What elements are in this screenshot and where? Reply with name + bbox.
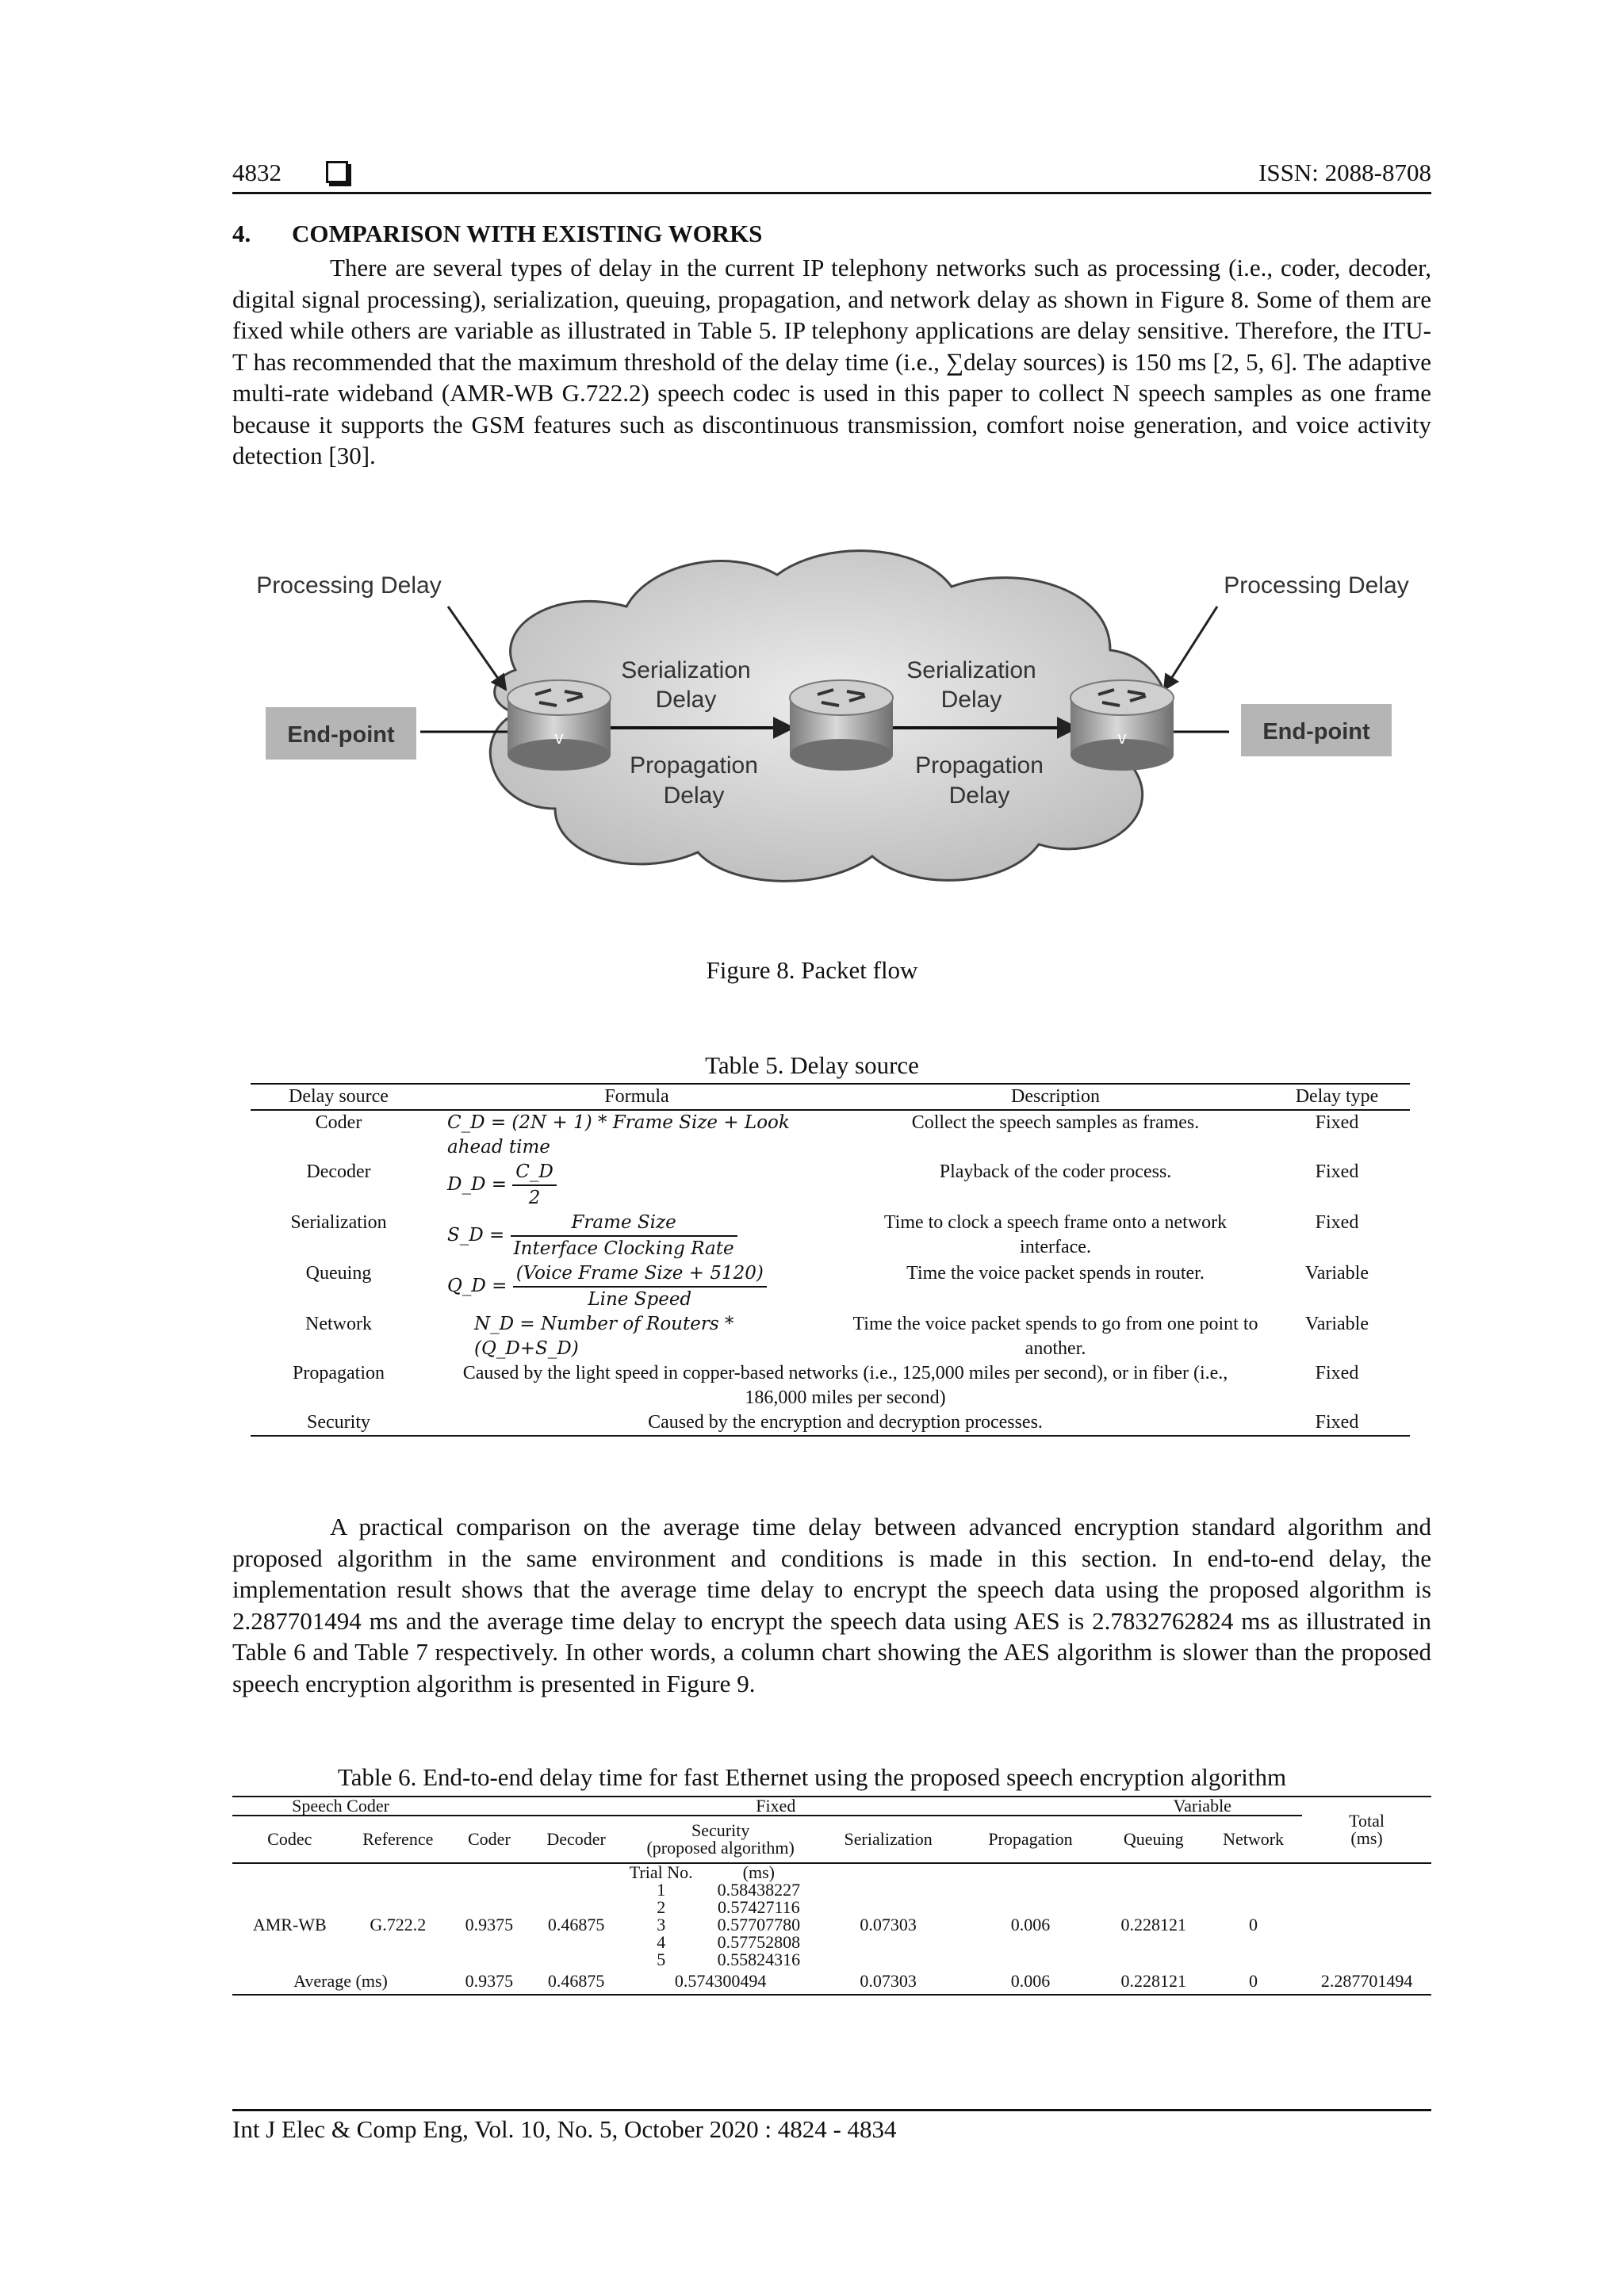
- table-row: [251, 1312, 1410, 1361]
- th-serialization: Serialization: [818, 1816, 959, 1863]
- cell-description: Collect the speech samples as frames.: [911, 1112, 1200, 1133]
- label-propagation-delay-1: Delay: [663, 783, 725, 809]
- th-coder: Coder: [449, 1816, 530, 1863]
- cell-source: Serialization: [290, 1212, 387, 1233]
- th-codec: Codec: [232, 1816, 347, 1863]
- cell-serialization: 0.07303: [860, 1915, 917, 1934]
- running-footer: Int J Elec & Comp Eng, Vol. 10, No. 5, October 2020 : 4824 - 4834: [232, 2115, 897, 2143]
- table-row: [251, 1261, 1410, 1312]
- table5-caption: Table 5. Delay source: [705, 1051, 919, 1079]
- cell-source: Decoder: [306, 1161, 371, 1182]
- issn: ISSN: 2088-8708: [1258, 159, 1431, 186]
- cell-description: Time the voice packet spends in router.: [906, 1263, 1205, 1284]
- cell-type: Variable: [1305, 1263, 1369, 1284]
- cell-average-propagation: 0.006: [958, 1969, 1102, 1995]
- router-icon: [790, 680, 893, 771]
- table-column-header-row: [232, 1816, 1431, 1863]
- cell-trial-ms: 0.57707780: [717, 1915, 801, 1934]
- cell-source: Coder: [315, 1112, 362, 1133]
- router-icon: [508, 680, 611, 771]
- table-row: [232, 1881, 1431, 1899]
- th-network: Network: [1205, 1816, 1302, 1863]
- th-security-sub: (proposed algorithm): [646, 1838, 795, 1858]
- running-header: [232, 151, 1431, 192]
- fraction-denominator: Line Speed: [588, 1289, 692, 1310]
- table-row: [251, 1110, 1410, 1160]
- table-end-to-end-delay: [232, 1796, 1431, 1996]
- cell-merged-description: Caused by the light speed in copper-based networks (i.e., 125,000 miles per second), or in fiber (i.e., 186,000 miles per second): [462, 1363, 1228, 1408]
- cell-trial-no: 5: [657, 1950, 666, 1969]
- cell-formula: [427, 1160, 847, 1211]
- cell-reference: G.722.2: [370, 1915, 427, 1934]
- svg-text:v: v: [554, 728, 564, 748]
- cell-type: Fixed: [1264, 1410, 1410, 1436]
- th-variable: Variable: [1103, 1797, 1303, 1816]
- header-rule: [232, 192, 1431, 194]
- th-trial-no: Trial No.: [629, 1862, 693, 1882]
- cell-network: 0: [1249, 1915, 1258, 1934]
- cell-type: Variable: [1305, 1314, 1369, 1334]
- cell-merged-description: Caused by the encryption and decryption processes.: [427, 1410, 1264, 1436]
- th-total-unit: (ms): [1350, 1828, 1383, 1848]
- cell-average-security: 0.574300494: [623, 1969, 818, 1995]
- table-header-row: [251, 1084, 1410, 1110]
- fraction-numerator: C_D: [512, 1160, 557, 1186]
- label-propagation-delay-2: Delay: [948, 783, 1010, 809]
- table-row: [251, 1160, 1410, 1211]
- cell-type: Fixed: [1315, 1161, 1359, 1182]
- cell-average-serialization: 0.07303: [818, 1969, 959, 1995]
- cell-average-coder: 0.9375: [449, 1969, 530, 1995]
- section-number: 4.: [232, 220, 251, 247]
- th-decoder: Decoder: [530, 1816, 623, 1863]
- footer-rule: [232, 2109, 1431, 2111]
- formula-lhs: S_D =: [447, 1225, 505, 1246]
- label-endpoint-left: End-point: [287, 722, 395, 748]
- th-delay-source: Delay source: [251, 1084, 427, 1110]
- th-formula: Formula: [427, 1084, 847, 1110]
- label-propagation-1: Propagation: [630, 752, 758, 779]
- cell-description: Time the voice packet spends to go from one point to another.: [852, 1314, 1258, 1359]
- fraction-numerator: Frame Size: [511, 1211, 737, 1237]
- cell-source: Network: [305, 1314, 372, 1334]
- th-description: Description: [847, 1084, 1264, 1110]
- formula-fraction: [511, 1211, 737, 1261]
- section-title: COMPARISON WITH EXISTING WORKS: [292, 220, 763, 247]
- paragraph-comparison-text: A practical comparison on the average time delay between advanced encryption standard algorithm and proposed algorithm in the same environment and conditions is made in this section. In end-to-end delay, the implementation result shows that the average time delay to encrypt the speech data using the proposed algorithm is 2.287701494 ms and the average time delay to encrypt the speech data using AES is 2.7832762824 ms as illustrated in Table 6 and Table 7 respectively. In other words, a column chart showing the AES algorithm is slower than the proposed speech encryption algorithm is presented in Figure 9.: [232, 1513, 1431, 1697]
- checkbox-bullet-icon: [326, 161, 348, 183]
- cell-average-decoder: 0.46875: [530, 1969, 623, 1995]
- th-fixed: Fixed: [449, 1797, 1102, 1816]
- cell-coder: 0.9375: [465, 1915, 514, 1934]
- cell-average-network: 0: [1205, 1969, 1302, 1995]
- th-speech-coder: Speech Coder: [232, 1797, 449, 1816]
- label-serialization-delay-1: Delay: [655, 687, 717, 713]
- cell-trial-ms: 0.55824316: [717, 1950, 801, 1969]
- th-queuing: Queuing: [1103, 1816, 1205, 1863]
- paragraph-intro-text: There are several types of delay in the current IP telephony networks such as processing (i.e., coder, decoder, digital signal processing), serialization, queuing, propagation, and network delay as shown in Figure 8. Some of them are fixed while others are variable as illustrated in Table 5. IP telephony applications are delay sensitive. Therefore, the ITU-T has recommended that the maximum threshold of the delay time (i.e., ∑delay sources) is 150 ms [2, 5, 6]. The adaptive multi-rate wideband (AMR-WB G.722.2) speech codec is used in this paper to collect N speech samples as one frame because it supports the GSM features such as discontinuous transmission, comfort noise generation, and voice activity detection [30].: [232, 254, 1431, 469]
- th-security: [623, 1816, 818, 1863]
- fraction-numerator: (Voice Frame Size + 5120): [513, 1261, 767, 1288]
- table6-caption: Table 6. End-to-end delay time for fast Ethernet using the proposed speech encryption algorithm: [337, 1763, 1287, 1791]
- th-total: [1302, 1797, 1431, 1863]
- cell-formula: C_D = (2N + 1) * Frame Size + Look ahead time: [447, 1112, 790, 1158]
- cell-type: Fixed: [1315, 1212, 1359, 1233]
- table-average-row: [232, 1969, 1431, 1995]
- cell-average-queuing: 0.228121: [1103, 1969, 1205, 1995]
- th-reference: Reference: [347, 1816, 449, 1863]
- formula-lhs: Q_D =: [447, 1276, 508, 1296]
- cell-source: Propagation: [293, 1363, 385, 1383]
- th-total-label: Total: [1349, 1811, 1385, 1831]
- label-propagation-2: Propagation: [915, 752, 1044, 779]
- figure-caption: Figure 8. Packet flow: [706, 956, 918, 984]
- cell-formula: [427, 1211, 847, 1261]
- cell-trial-ms: 0.58438227: [717, 1880, 801, 1900]
- packet-flow-diagram: [254, 531, 1411, 896]
- cell-decoder: 0.46875: [547, 1915, 605, 1934]
- cell-source: Security: [251, 1410, 427, 1436]
- label-serialization-2: Serialization: [906, 657, 1036, 683]
- cell-codec: AMR-WB: [252, 1915, 327, 1934]
- table-row: [251, 1361, 1410, 1410]
- fraction-denominator: 2: [528, 1188, 541, 1208]
- cell-type: Fixed: [1315, 1112, 1359, 1133]
- page-number: 4832: [232, 159, 282, 186]
- cell-trial-no: 2: [657, 1897, 666, 1917]
- th-trial-ms: (ms): [742, 1862, 775, 1882]
- fraction-denominator: Interface Clocking Rate: [513, 1238, 734, 1259]
- cell-formula: [427, 1261, 847, 1312]
- formula-lhs: D_D =: [447, 1174, 507, 1195]
- figure-packet-flow: [254, 531, 1411, 896]
- cell-description: Playback of the coder process.: [939, 1161, 1172, 1182]
- cell-description: Time to clock a speech frame onto a network interface.: [883, 1212, 1228, 1257]
- th-propagation: Propagation: [958, 1816, 1102, 1863]
- cell-trial-no: 3: [657, 1915, 666, 1934]
- section-heading: [232, 220, 762, 248]
- router-icon: [1071, 680, 1174, 771]
- svg-text:v: v: [1117, 728, 1127, 748]
- cell-queuing: 0.228121: [1120, 1915, 1186, 1934]
- label-serialization-1: Serialization: [621, 657, 751, 683]
- table-subheader-row: [232, 1863, 1431, 1881]
- formula-fraction: [513, 1261, 767, 1312]
- paragraph-intro: [232, 252, 1431, 472]
- table-row: [251, 1410, 1410, 1436]
- cell-average-total: 2.287701494: [1302, 1969, 1431, 1995]
- formula-fraction: [512, 1160, 557, 1211]
- label-processing-delay-right: Processing Delay: [1224, 572, 1409, 599]
- label-processing-delay-left: Processing Delay: [256, 572, 442, 599]
- cell-propagation: 0.006: [1010, 1915, 1051, 1934]
- table-group-header-row: [232, 1797, 1431, 1816]
- label-serialization-delay-2: Delay: [940, 687, 1002, 713]
- paragraph-comparison: [232, 1511, 1431, 1699]
- cell-trial-ms: 0.57427116: [718, 1897, 800, 1917]
- cell-type: Fixed: [1315, 1363, 1359, 1383]
- cell-average-label: Average (ms): [232, 1969, 449, 1995]
- table-delay-source: [251, 1083, 1410, 1437]
- cell-formula: N_D = Number of Routers * (Q_D+S_D): [474, 1314, 734, 1359]
- cell-trial-no: 1: [657, 1880, 666, 1900]
- label-endpoint-right: End-point: [1262, 719, 1370, 744]
- cell-source: Queuing: [305, 1263, 372, 1284]
- th-delay-type: Delay type: [1264, 1084, 1410, 1110]
- th-security-label: Security: [691, 1820, 750, 1840]
- cell-trial-ms: 0.57752808: [717, 1932, 801, 1952]
- table-row: [251, 1211, 1410, 1261]
- cell-trial-no: 4: [657, 1932, 666, 1952]
